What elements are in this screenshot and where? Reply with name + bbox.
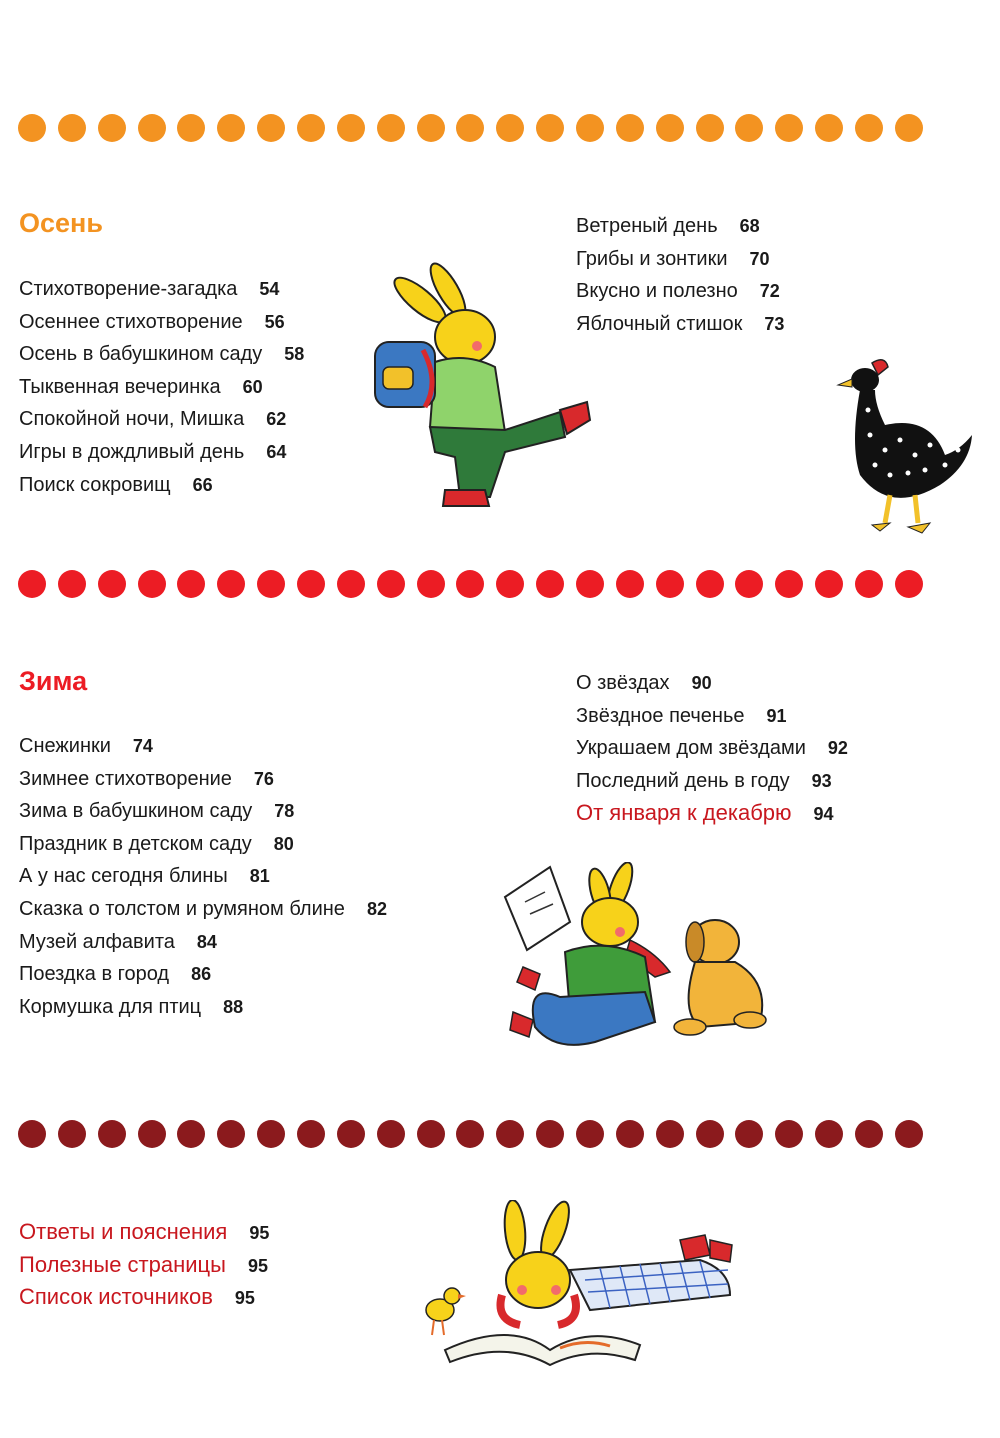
toc-entry-page-number: 92	[827, 738, 848, 759]
toc-entry-page-number: 72	[759, 281, 780, 302]
toc-entry-page-number: 68	[739, 216, 760, 236]
hen-illustration	[830, 355, 980, 545]
divider-dot	[855, 114, 883, 142]
toc-entry	[19, 828, 387, 861]
toc-entry-page-number: 95	[234, 1288, 255, 1309]
toc-entry	[576, 732, 848, 765]
divider-dot	[616, 570, 644, 598]
toc-entry	[19, 991, 387, 1024]
toc-entry-title: Кормушка для птиц	[19, 995, 202, 1018]
divider-dot	[456, 114, 484, 142]
toc-entry	[576, 243, 784, 276]
toc-entry-page-number: 90	[691, 673, 712, 693]
toc-entry-title: Музей алфавита	[19, 930, 175, 953]
divider-dot	[177, 1120, 205, 1148]
toc-entry-title: Яблочный стишок	[576, 312, 743, 335]
divider-dot	[775, 1120, 803, 1148]
toc-entry	[19, 1249, 269, 1282]
divider-dot	[297, 1120, 325, 1148]
divider-dot	[616, 1120, 644, 1148]
divider-dot	[536, 570, 564, 598]
toc-entry-page-number: 84	[196, 931, 217, 952]
autumn-toc-right	[576, 210, 784, 340]
autumn-toc-left	[19, 273, 304, 501]
divider-dot	[257, 570, 285, 598]
divider-dot	[456, 570, 484, 598]
toc-entry	[19, 958, 387, 991]
divider-dot	[815, 570, 843, 598]
toc-entry-page-number: 95	[249, 1223, 270, 1243]
winter-heading: Зима	[19, 666, 88, 696]
toc-entry-page-number: 64	[266, 441, 287, 462]
toc-entry-title: Осеннее стихотворение	[19, 310, 243, 333]
toc-entry	[576, 667, 848, 700]
toc-entry-page-number: 80	[273, 833, 294, 854]
divider-dot	[775, 114, 803, 142]
toc-entry	[576, 700, 848, 733]
divider-dot	[297, 114, 325, 142]
toc-entry-title: А у нас сегодня блины	[19, 865, 228, 888]
divider-dot	[656, 570, 684, 598]
divider-dot	[337, 114, 365, 142]
toc-entry-page-number: 54	[259, 279, 280, 299]
toc-entry	[576, 765, 848, 798]
divider-dot	[98, 1120, 126, 1148]
toc-entry	[19, 730, 387, 763]
divider-dot	[18, 570, 46, 598]
divider-dot	[735, 114, 763, 142]
toc-entry-page-number: 78	[274, 801, 295, 822]
divider-dot	[895, 1120, 923, 1148]
divider-dot	[138, 1120, 166, 1148]
toc-entry	[576, 210, 784, 243]
divider-dot	[696, 1120, 724, 1148]
winter-toc-left	[19, 730, 387, 1023]
divider-dot	[377, 114, 405, 142]
divider-dot	[815, 1120, 843, 1148]
divider-dot	[58, 570, 86, 598]
toc-entry-page-number: 73	[764, 313, 785, 334]
toc-entry-page-number: 93	[811, 770, 832, 791]
bunny-backpack-illustration	[365, 262, 595, 517]
toc-entry-page-number: 74	[132, 736, 153, 756]
divider-dot	[576, 570, 604, 598]
toc-entry-page-number: 56	[264, 311, 285, 332]
divider-dot	[536, 1120, 564, 1148]
winter-toc-right	[576, 667, 848, 830]
divider-dot	[696, 114, 724, 142]
divider-dot	[855, 1120, 883, 1148]
divider-dot	[138, 570, 166, 598]
toc-entry-page-number: 91	[766, 705, 787, 726]
toc-entry	[576, 275, 784, 308]
toc-entry-page-number: 82	[366, 898, 387, 919]
toc-entry-title: Снежинки	[19, 735, 111, 757]
toc-entry	[19, 1216, 269, 1249]
toc-entry-title: Грибы и зонтики	[576, 247, 728, 270]
toc-entry-title: Зимнее стихотворение	[19, 767, 232, 790]
toc-entry	[19, 1281, 269, 1314]
divider-dot	[496, 1120, 524, 1148]
toc-entry	[19, 403, 304, 436]
toc-entry-title: Последний день в году	[576, 769, 790, 792]
toc-entry	[19, 795, 387, 828]
toc-entry-title: От января к декабрю	[576, 800, 792, 826]
toc-entry	[19, 436, 304, 469]
divider-dot	[377, 1120, 405, 1148]
toc-entry-title: Игры в дождливый день	[19, 440, 245, 463]
divider-dot	[58, 114, 86, 142]
toc-entry	[19, 926, 387, 959]
toc-entry-title: Тыквенная вечеринка	[19, 375, 221, 398]
toc-entry-title: Украшаем дом звёздами	[576, 737, 806, 760]
toc-entry-title: Осень в бабушкином саду	[19, 343, 263, 366]
divider-dot	[775, 570, 803, 598]
divider-dot	[138, 114, 166, 142]
bunny-reading-with-dog-illustration	[495, 862, 785, 1062]
toc-entry-title: Стихотворение-загадка	[19, 278, 238, 300]
divider-dot	[337, 1120, 365, 1148]
divider-dot	[656, 1120, 684, 1148]
divider-dot	[217, 1120, 245, 1148]
toc-entry-page-number: 81	[249, 866, 270, 887]
toc-entry-page-number: 58	[284, 344, 305, 365]
toc-entry-page-number: 60	[242, 376, 263, 397]
toc-entry-title: Поездка в город	[19, 963, 170, 986]
divider-dot	[576, 114, 604, 142]
toc-entry-page-number: 95	[247, 1255, 268, 1276]
dot-divider-orange	[18, 114, 923, 144]
divider-dot	[98, 114, 126, 142]
bunny-lying-with-book-illustration	[410, 1200, 750, 1370]
divider-dot	[656, 114, 684, 142]
divider-dot	[456, 1120, 484, 1148]
autumn-heading: Осень	[19, 208, 103, 238]
divider-dot	[496, 114, 524, 142]
divider-dot	[217, 570, 245, 598]
divider-dot	[18, 1120, 46, 1148]
toc-entry-title: Ответы и пояснения	[19, 1219, 228, 1244]
divider-dot	[576, 1120, 604, 1148]
divider-dot	[257, 114, 285, 142]
toc-entry-title: Праздник в детском саду	[19, 832, 252, 855]
toc-entry-page-number: 94	[813, 804, 834, 825]
toc-entry-title: Звёздное печенье	[576, 704, 745, 727]
toc-entry-title: Ветреный день	[576, 215, 718, 237]
toc-entry-title: Зима в бабушкином саду	[19, 800, 253, 823]
toc-entry-page-number: 76	[253, 768, 274, 789]
toc-entry	[19, 338, 304, 371]
toc-entry	[19, 763, 387, 796]
divider-dot	[735, 1120, 763, 1148]
divider-dot	[855, 570, 883, 598]
divider-dot	[177, 570, 205, 598]
divider-dot	[98, 570, 126, 598]
toc-entry-page-number: 88	[223, 996, 244, 1017]
dot-divider-red	[18, 570, 923, 600]
toc-entry	[576, 308, 784, 341]
divider-dot	[815, 114, 843, 142]
divider-dot	[417, 1120, 445, 1148]
divider-dot	[895, 114, 923, 142]
toc-entry-page-number: 62	[266, 409, 287, 430]
toc-entry-page-number: 86	[191, 964, 212, 985]
divider-dot	[58, 1120, 86, 1148]
toc-entry	[19, 860, 387, 893]
toc-entry-title: Спокойной ночи, Мишка	[19, 408, 245, 431]
divider-dot	[536, 114, 564, 142]
divider-dot	[257, 1120, 285, 1148]
divider-dot	[417, 570, 445, 598]
toc-entry	[19, 371, 304, 404]
divider-dot	[735, 570, 763, 598]
divider-dot	[496, 570, 524, 598]
divider-dot	[417, 114, 445, 142]
toc-entry	[19, 306, 304, 339]
toc-entry	[19, 893, 387, 926]
toc-entry	[19, 469, 304, 502]
appendix-toc	[19, 1216, 269, 1314]
divider-dot	[217, 114, 245, 142]
toc-entry-title: Поиск сокровищ	[19, 473, 171, 496]
toc-entry-title: О звёздах	[576, 672, 670, 694]
divider-dot	[377, 570, 405, 598]
divider-dot	[895, 570, 923, 598]
toc-entry-title: Полезные страницы	[19, 1251, 226, 1277]
toc-entry	[576, 797, 848, 830]
divider-dot	[18, 114, 46, 142]
toc-entry-page-number: 70	[749, 248, 770, 269]
toc-entry	[19, 273, 304, 306]
toc-entry-title: Вкусно и полезно	[576, 280, 738, 303]
divider-dot	[337, 570, 365, 598]
divider-dot	[616, 114, 644, 142]
divider-dot	[177, 114, 205, 142]
toc-entry-page-number: 66	[192, 474, 213, 495]
divider-dot	[297, 570, 325, 598]
toc-entry-title: Список источников	[19, 1284, 213, 1310]
toc-entry-title: Сказка о толстом и румяном блине	[19, 897, 345, 920]
dot-divider-dark	[18, 1120, 923, 1150]
divider-dot	[696, 570, 724, 598]
